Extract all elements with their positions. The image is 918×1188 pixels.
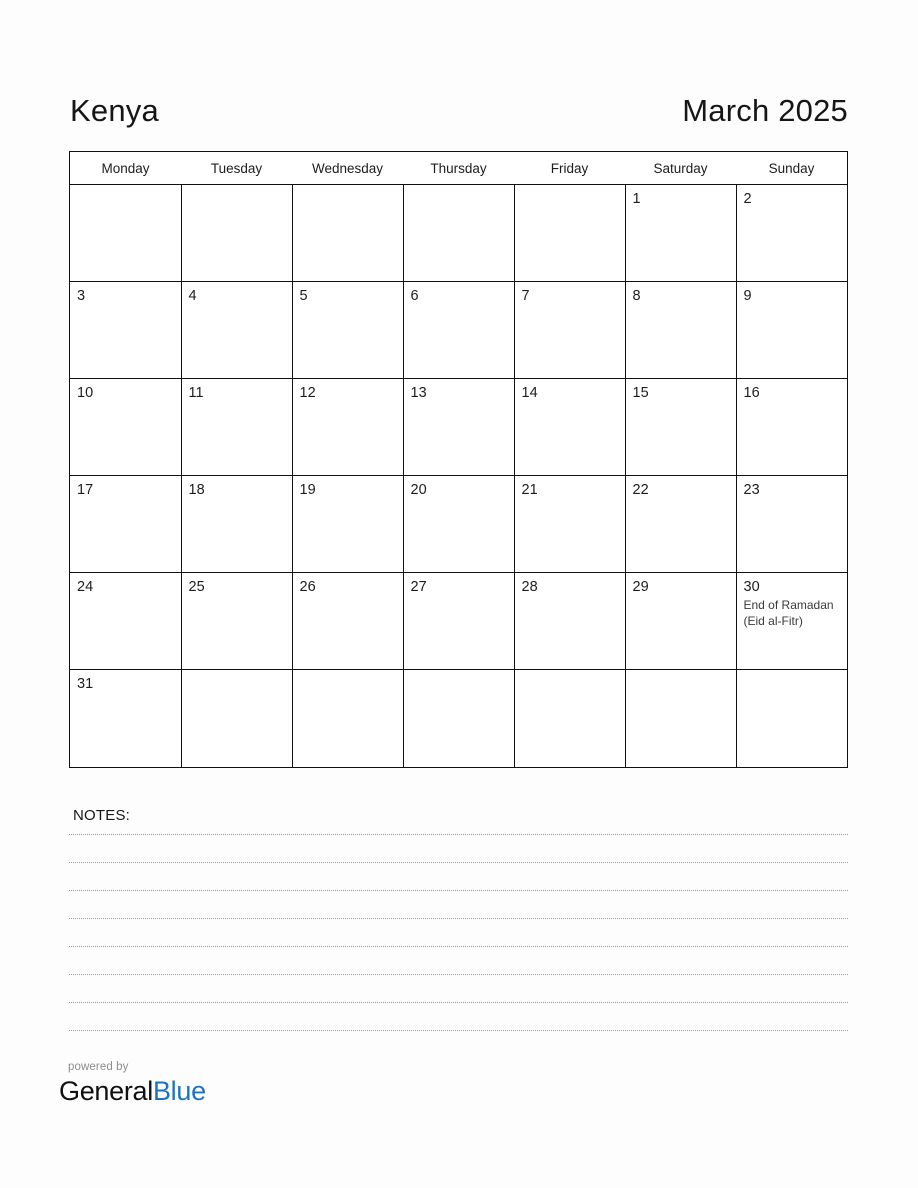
weekday-header-saturday: Saturday	[625, 152, 736, 185]
calendar-day-cell[interactable]	[514, 282, 625, 379]
day-number: 10	[77, 385, 94, 401]
day-number: 29	[632, 579, 649, 595]
calendar-day-cell[interactable]	[292, 282, 403, 379]
day-number: 31	[77, 676, 94, 692]
calendar-day-cell[interactable]	[70, 379, 181, 476]
day-number: 30	[743, 579, 760, 595]
calendar-day-cell[interactable]	[736, 185, 847, 282]
calendar-day-cell-empty	[403, 670, 514, 767]
calendar-day-cell[interactable]	[181, 573, 292, 670]
calendar-day-cell[interactable]	[181, 379, 292, 476]
weekday-header-monday: Monday	[70, 152, 181, 185]
calendar-day-cell[interactable]	[514, 379, 625, 476]
notes-line[interactable]	[69, 890, 848, 891]
day-number: 2	[743, 191, 752, 207]
calendar-day-cell-empty	[514, 185, 625, 282]
calendar-week-row	[70, 476, 847, 573]
day-number: 25	[188, 579, 205, 595]
calendar-day-cell-empty	[292, 185, 403, 282]
calendar-day-cell[interactable]	[403, 476, 514, 573]
calendar-day-cell[interactable]	[736, 573, 847, 670]
day-number: 17	[77, 482, 94, 498]
day-number: 5	[299, 288, 308, 304]
calendar-day-cell[interactable]	[70, 573, 181, 670]
day-number: 18	[188, 482, 205, 498]
calendar-day-cell[interactable]	[514, 476, 625, 573]
day-number: 3	[77, 288, 86, 304]
calendar-day-cell[interactable]	[292, 379, 403, 476]
holiday-label: End of Ramadan (Eid al-Fitr)	[743, 597, 834, 628]
calendar-day-cell-empty	[625, 670, 736, 767]
weekday-header-row	[70, 152, 847, 185]
notes-section	[69, 808, 848, 1058]
day-number: 27	[410, 579, 427, 595]
day-number: 23	[743, 482, 760, 498]
calendar-day-cell[interactable]	[403, 379, 514, 476]
calendar-day-cell-empty	[70, 185, 181, 282]
notes-line[interactable]	[69, 974, 848, 975]
calendar-day-cell[interactable]	[625, 476, 736, 573]
day-number: 8	[632, 288, 641, 304]
day-number: 24	[77, 579, 94, 595]
notes-line[interactable]	[69, 1030, 848, 1031]
notes-line[interactable]	[69, 1002, 848, 1003]
day-number: 11	[188, 385, 204, 401]
calendar-day-cell[interactable]	[292, 573, 403, 670]
day-number: 13	[410, 385, 427, 401]
calendar-week-row	[70, 282, 847, 379]
generalblue-logo[interactable]	[59, 1075, 206, 1106]
notes-line[interactable]	[69, 862, 848, 863]
calendar-day-cell[interactable]	[70, 282, 181, 379]
day-number: 20	[410, 482, 427, 498]
calendar-day-cell[interactable]	[514, 573, 625, 670]
day-number: 16	[743, 385, 760, 401]
calendar-day-cell[interactable]	[736, 379, 847, 476]
calendar-day-cell[interactable]	[736, 282, 847, 379]
calendar-day-cell[interactable]	[70, 476, 181, 573]
calendar-day-cell[interactable]	[403, 573, 514, 670]
calendar-day-cell[interactable]	[292, 476, 403, 573]
calendar-day-cell-empty	[514, 670, 625, 767]
calendar-grid	[69, 151, 848, 768]
page-title: Kenya	[70, 93, 159, 128]
calendar-day-cell[interactable]	[181, 476, 292, 573]
day-number: 15	[632, 385, 649, 401]
day-number: 12	[299, 385, 316, 401]
weekday-header-friday: Friday	[514, 152, 625, 185]
calendar-week-row	[70, 573, 847, 670]
day-number: 28	[521, 579, 538, 595]
calendar-body	[70, 185, 847, 767]
day-number: 1	[632, 191, 641, 207]
weekday-header-tuesday: Tuesday	[181, 152, 292, 185]
day-number: 22	[632, 482, 649, 498]
calendar-day-cell-empty	[403, 185, 514, 282]
notes-lines	[69, 834, 848, 1031]
notes-line[interactable]	[69, 918, 848, 919]
calendar-week-row	[70, 379, 847, 476]
calendar-week-row	[70, 185, 847, 282]
calendar-day-cell[interactable]	[625, 573, 736, 670]
page-header	[70, 74, 848, 126]
day-number: 9	[743, 288, 752, 304]
calendar-day-cell[interactable]	[625, 282, 736, 379]
calendar-day-cell[interactable]	[70, 670, 181, 767]
day-number: 4	[188, 288, 197, 304]
calendar-day-cell-empty	[181, 185, 292, 282]
calendar-day-cell[interactable]	[403, 282, 514, 379]
calendar-day-cell-empty	[736, 670, 847, 767]
calendar-day-cell-empty	[181, 670, 292, 767]
logo-text-general: General	[59, 1075, 153, 1106]
notes-line[interactable]	[69, 834, 848, 835]
notes-label: NOTES:	[73, 807, 131, 824]
calendar-day-cell[interactable]	[181, 282, 292, 379]
calendar-day-cell-empty	[292, 670, 403, 767]
weekday-header-wednesday: Wednesday	[292, 152, 403, 185]
powered-by-label: powered by	[68, 1061, 129, 1073]
calendar-day-cell[interactable]	[625, 379, 736, 476]
calendar-week-row	[70, 670, 847, 767]
day-number: 14	[521, 385, 538, 401]
footer-branding	[59, 1062, 206, 1105]
day-number: 19	[299, 482, 316, 498]
day-number: 21	[521, 482, 538, 498]
calendar-day-cell[interactable]	[736, 476, 847, 573]
notes-line[interactable]	[69, 946, 848, 947]
weekday-header-thursday: Thursday	[403, 152, 514, 185]
weekday-header-sunday: Sunday	[736, 152, 847, 185]
day-number: 7	[521, 288, 530, 304]
month-year-title: March 2025	[682, 93, 848, 128]
calendar-day-cell[interactable]	[625, 185, 736, 282]
day-number: 6	[410, 288, 419, 304]
calendar-table	[70, 152, 847, 767]
logo-text-blue: Blue	[152, 1075, 206, 1106]
day-number: 26	[299, 579, 316, 595]
